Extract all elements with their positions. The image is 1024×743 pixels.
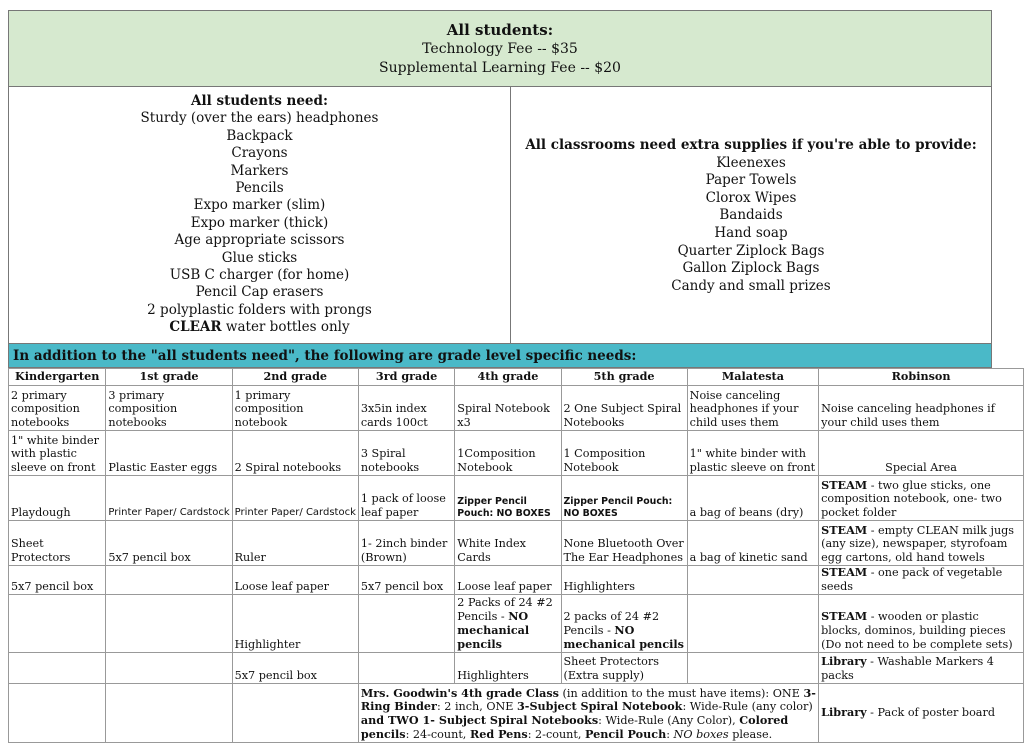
pencils-text: 2 Packs of 24 #2 Pencils -	[457, 596, 553, 624]
column-header-kindergarten: Kindergarten	[9, 369, 106, 386]
table-cell: Highlighters	[561, 566, 687, 595]
table-cell	[9, 683, 106, 742]
column-header-3rd-grade: 3rd grade	[358, 369, 454, 386]
need-item: 2 polyplastic folders with prongs	[147, 301, 372, 318]
table-cell: 2 primary composition notebooks	[9, 386, 106, 431]
column-header-robinson: Robinson	[819, 369, 1024, 386]
note-bold: Red Pens	[469, 726, 528, 741]
table-cell	[106, 594, 232, 652]
classroom-item: Quarter Ziplock Bags	[677, 242, 825, 259]
table-cell: 2 Spiral notebooks	[232, 431, 358, 476]
table-row	[9, 566, 1024, 595]
need-item: Age appropriate scissors	[174, 232, 345, 249]
need-item: Glue sticks	[221, 249, 298, 266]
table-row	[9, 431, 1024, 476]
table-cell: Highlighters	[455, 652, 561, 683]
table-cell: a bag of kinetic sand	[687, 521, 818, 566]
table-cell	[819, 683, 1024, 742]
water-bottle-text: water bottles only	[221, 319, 350, 336]
note-text: please.	[728, 727, 773, 741]
table-cell: 2 One Subject Spiral Notebooks	[561, 386, 687, 431]
fees-section	[8, 10, 992, 87]
grade-banner: In addition to the "all students need", the following are grade level specific needs:	[8, 343, 992, 368]
note-text: : Wide-Rule (Any Color),	[598, 714, 740, 728]
steam-label: STEAM	[821, 609, 868, 624]
pencils-text: 2 packs of 24 #2 Pencils -	[563, 610, 660, 637]
table-cell: Spiral Notebook x3	[455, 386, 561, 431]
note-bold: Pencil Pouch	[584, 726, 667, 741]
all-students-need-heading: All students need:	[191, 93, 328, 109]
table-cell: None Bluetooth Over The Ear Headphones	[561, 521, 687, 566]
note-bold: 3-Ring Binder	[360, 685, 816, 714]
classrooms-need-panel	[510, 86, 992, 344]
table-cell: 1" white binder with plastic sleeve on front	[9, 431, 106, 476]
need-item: Expo marker (thick)	[190, 214, 329, 231]
table-cell: 1 pack of loose leaf paper	[358, 476, 454, 521]
note-bold: 3-Subject Spiral Notebook	[517, 699, 683, 714]
steam-label: STEAM	[821, 565, 868, 579]
table-header-row	[9, 369, 1024, 386]
table-cell	[819, 566, 1024, 595]
table-cell: 5x7 pencil box	[9, 566, 106, 595]
table-cell: Zipper Pencil Pouch: NO BOXES	[561, 476, 687, 521]
note-bold: Colored pencils	[360, 713, 789, 741]
table-cell: Loose leaf paper	[232, 566, 358, 595]
library-text: - Washable Markers 4 packs	[821, 655, 994, 682]
need-item: Crayons	[231, 145, 288, 162]
table-cell: Playdough	[9, 476, 106, 521]
table-cell: 1" white binder with plastic sleeve on front	[687, 431, 818, 476]
steam-label: STEAM	[821, 522, 868, 537]
library-label: Library	[821, 704, 867, 719]
technology-fee: Technology Fee -- $35	[422, 41, 578, 57]
table-cell: 5x7 pencil box	[106, 521, 232, 566]
need-item: Expo marker (slim)	[193, 197, 326, 214]
column-header-5th-grade: 5th grade	[561, 369, 687, 386]
table-cell: 5x7 pencil box	[358, 566, 454, 595]
note-text: : Wide-Rule (any color)	[682, 700, 813, 714]
needs-section	[8, 86, 992, 344]
table-cell	[358, 652, 454, 683]
steam-label: STEAM	[821, 477, 868, 492]
table-cell: Sheet Protectors	[9, 521, 106, 566]
table-cell	[687, 652, 818, 683]
table-cell	[9, 652, 106, 683]
table-cell	[819, 521, 1024, 566]
special-area-heading: Special Area	[819, 431, 1024, 476]
table-cell	[106, 652, 232, 683]
library-text: - Pack of poster board	[866, 705, 995, 719]
table-cell: Printer Paper/ Cardstock	[232, 476, 358, 521]
note-bold: and TWO 1- Subject Spiral Notebooks	[360, 713, 599, 728]
table-row	[9, 386, 1024, 431]
note-italic: NO boxes	[673, 727, 729, 741]
table-cell: 3 Spiral notebooks	[358, 431, 454, 476]
table-cell: 3x5in index cards 100ct	[358, 386, 454, 431]
steam-text: - wooden or plastic blocks, dominos, building pieces (Do not need to be complete sets)	[821, 610, 1013, 651]
note-text: :	[666, 727, 674, 741]
table-cell: 1 Composition Notebook	[561, 431, 687, 476]
library-label: Library	[821, 654, 867, 668]
table-cell	[819, 476, 1024, 521]
need-item: Backpack	[226, 127, 293, 144]
table-cell: a bag of beans (dry)	[687, 476, 818, 521]
table-row	[9, 521, 1024, 566]
classroom-item: Kleenexes	[716, 154, 786, 171]
need-item	[9, 319, 510, 336]
supplemental-fee: Supplemental Learning Fee -- $20	[379, 60, 621, 76]
column-header-malatesta: Malatesta	[687, 369, 818, 386]
steam-text: - two glue sticks, one composition notebook, one- two pocket folder	[821, 478, 1002, 520]
table-cell	[687, 594, 818, 652]
steam-text: - empty CLEAN milk jugs (any size), newspaper, styrofoam egg cartons, old hand towels	[821, 523, 1015, 565]
classrooms-need-heading: All classrooms need extra supplies if you're able to provide:	[525, 137, 977, 153]
table-cell	[106, 683, 232, 742]
table-cell: Sheet Protectors (Extra supply)	[561, 652, 687, 683]
table-cell: White Index Cards	[455, 521, 561, 566]
column-header-2nd-grade: 2nd grade	[232, 369, 358, 386]
table-cell: Highlighter	[232, 594, 358, 652]
note-title: Mrs. Goodwin's 4th grade Class	[360, 685, 559, 700]
table-cell: Zipper Pencil Pouch: NO BOXES	[455, 476, 561, 521]
clear-emphasis: CLEAR	[169, 319, 222, 336]
table-cell	[687, 566, 818, 595]
table-cell	[358, 594, 454, 652]
table-cell: 3 primary composition notebooks	[106, 386, 232, 431]
classroom-item: Hand soap	[714, 224, 788, 241]
table-cell: Noise canceling headphones if your child uses them	[687, 386, 818, 431]
no-mechanical-text: NO mechanical pencils	[457, 609, 530, 651]
fees-heading: All students:	[446, 21, 554, 39]
table-cell: 1 primary composition notebook	[232, 386, 358, 431]
note-text: : 2-count,	[527, 727, 585, 741]
table-cell: Loose leaf paper	[455, 566, 561, 595]
table-row	[9, 476, 1024, 521]
table-cell	[455, 594, 561, 652]
note-text: : 24-count,	[405, 727, 470, 741]
no-mechanical-text: NO mechanical pencils	[563, 623, 684, 651]
table-row	[9, 683, 1024, 742]
all-students-need-panel	[8, 86, 511, 344]
need-item: Pencil Cap erasers	[195, 284, 324, 301]
table-row	[9, 594, 1024, 652]
column-header-4th-grade: 4th grade	[455, 369, 561, 386]
table-cell: 1Composition Notebook	[455, 431, 561, 476]
classroom-item: Paper Towels	[705, 172, 797, 189]
steam-text: - one pack of vegetable seeds	[821, 566, 1003, 593]
table-cell: 5x7 pencil box	[232, 652, 358, 683]
table-cell: Noise canceling headphones if your child uses them	[819, 386, 1024, 431]
table-cell	[819, 652, 1024, 683]
classroom-item: Candy and small prizes	[671, 277, 831, 294]
table-cell	[9, 594, 106, 652]
need-item: Sturdy (over the ears) headphones	[140, 110, 379, 127]
need-item: Pencils	[235, 180, 284, 197]
classroom-item: Gallon Ziplock Bags	[682, 260, 820, 277]
need-item: USB C charger (for home)	[169, 267, 350, 284]
grade-supply-table	[8, 368, 1024, 743]
table-cell: Printer Paper/ Cardstock	[106, 476, 232, 521]
goodwin-class-note	[358, 683, 818, 742]
table-row	[9, 652, 1024, 683]
column-header-1st-grade: 1st grade	[106, 369, 232, 386]
note-text: : 2 inch, ONE	[436, 700, 518, 714]
classroom-item: Bandaids	[719, 207, 783, 224]
table-cell	[232, 683, 358, 742]
note-text: (in addition to the must have items): ONE	[558, 686, 804, 700]
table-cell	[819, 594, 1024, 652]
table-cell: 1- 2inch binder (Brown)	[358, 521, 454, 566]
table-cell: Ruler	[232, 521, 358, 566]
table-cell	[106, 566, 232, 595]
table-cell: Plastic Easter eggs	[106, 431, 232, 476]
need-item: Markers	[230, 162, 289, 179]
classroom-item: Clorox Wipes	[705, 189, 797, 206]
table-cell	[561, 594, 687, 652]
